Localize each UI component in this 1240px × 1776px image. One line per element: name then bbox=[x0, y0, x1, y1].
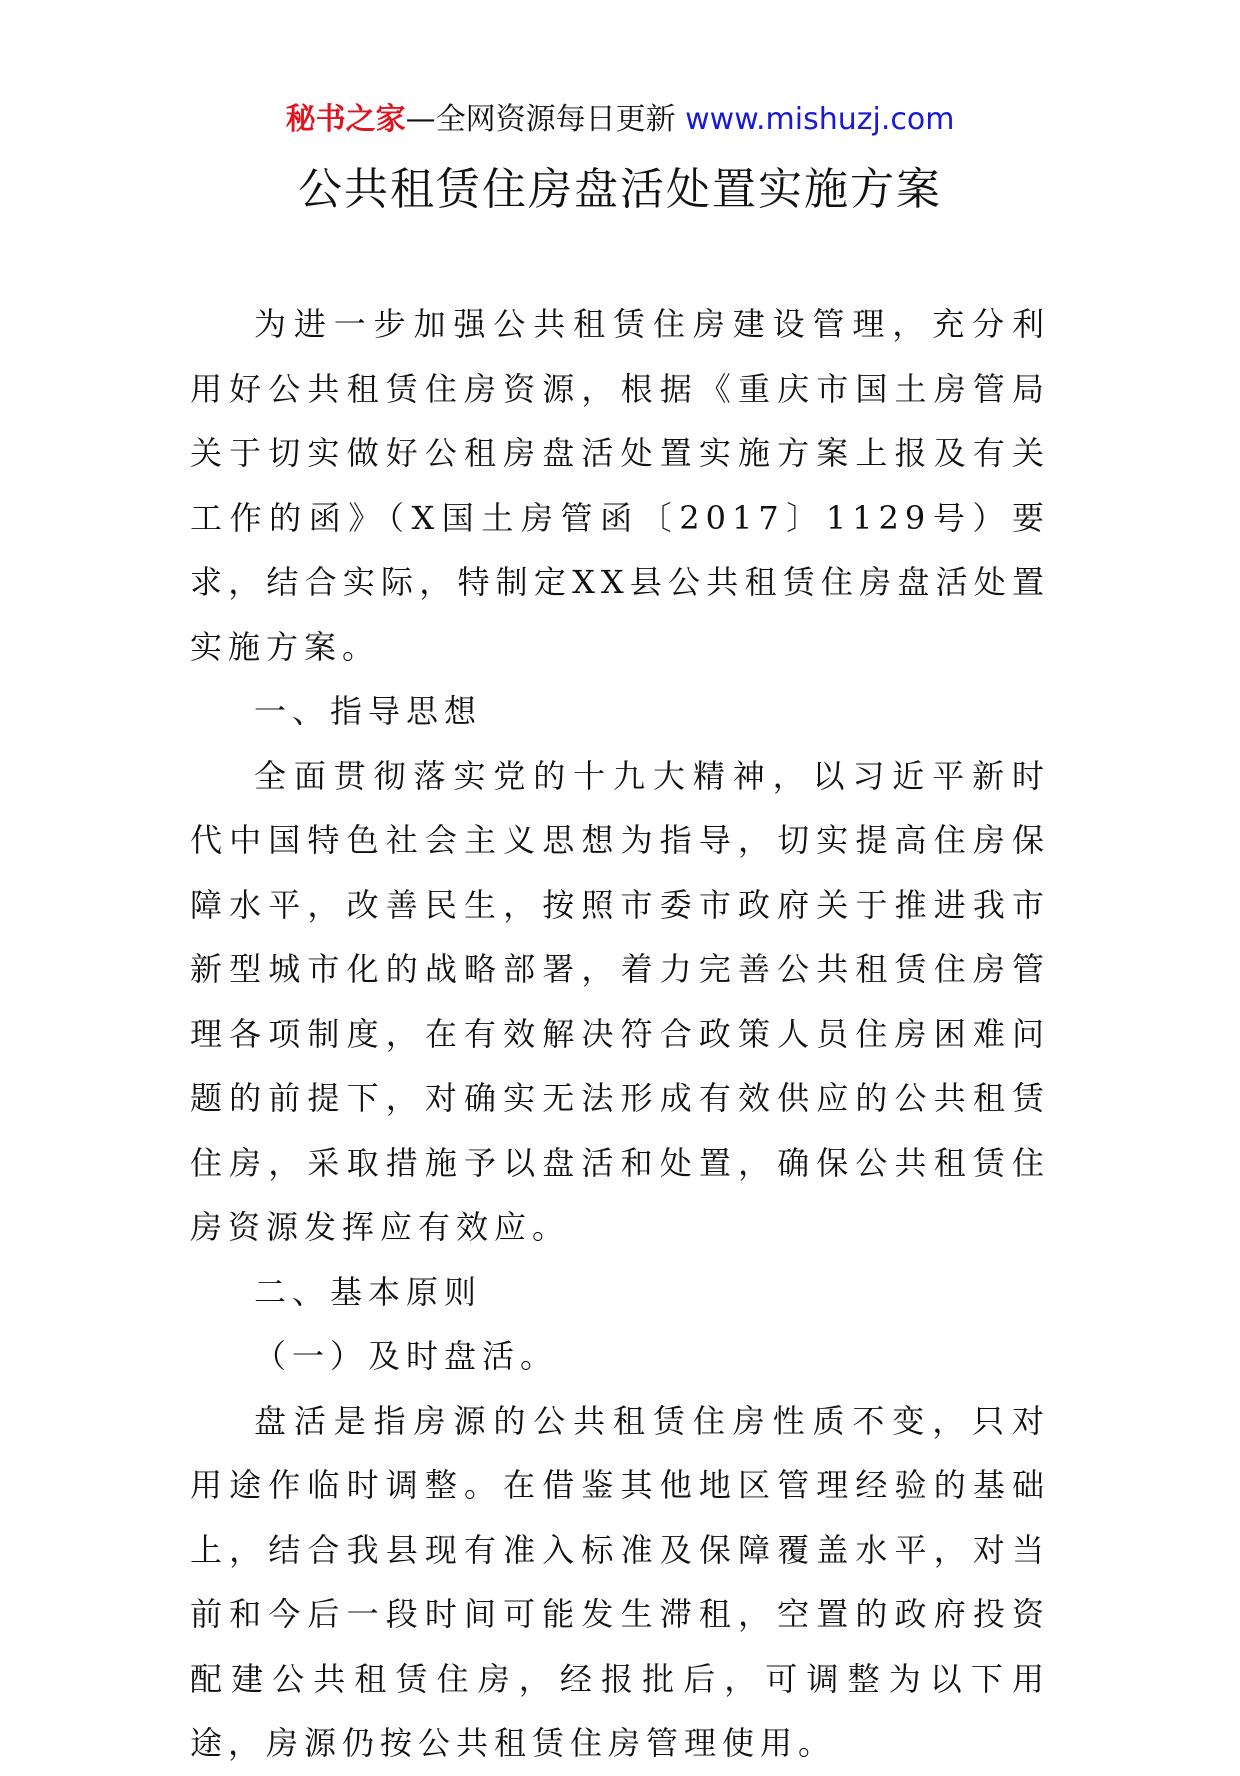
document-body bbox=[190, 292, 1050, 1776]
site-header bbox=[0, 100, 1240, 140]
intro-paragraph: 为进一步加强公共租赁住房建设管理，充分利用好公共租赁住房资源，根据《重庆市国土房管局关于切实做好公租房盘活处置实施方案上报及有关工作的函》（X国土房管函〔2017〕1129号）要求，结合实际，特制定XX县公共租赁住房盘活处置实施方案。 bbox=[190, 305, 1050, 666]
header-tagline: —全网资源每日更新 bbox=[405, 102, 676, 137]
brand-name: 秘书之家 bbox=[285, 102, 406, 137]
site-url-link[interactable]: www.mishuzj.com bbox=[685, 102, 955, 137]
document-title: 公共租赁住房盘活处置实施方案 bbox=[298, 164, 942, 215]
revitalization-paragraph: 盘活是指房源的公共租赁住房性质不变，只对用途作临时调整。在借鉴其他地区管理经验的基础上，结合我县现有准入标准及保障覆盖水平，对当前和今后一段时间可能发生滞租，空置的政府投资配建公共租赁住房，经报批后，可调整为以下用途，房源仍按公共租赁住房管理使用。 bbox=[190, 1401, 1050, 1762]
section-heading-guiding-ideology: 一、指导思想 bbox=[254, 692, 483, 730]
subsection-heading-timely-revitalization: （一）及时盘活。 bbox=[254, 1337, 559, 1375]
guiding-ideology-paragraph: 全面贯彻落实党的十九大精神，以习近平新时代中国特色社会主义思想为指导，切实提高住房保障水平，改善民生，按照市委市政府关于推进我市新型城市化的战略部署，着力完善公共租赁住房管理各项制度，在有效解决符合政策人员住房困难问题的前提下，对确实无法形成有效供应的公共租赁住房，采取措施予以盘活和处置，确保公共租赁住房资源发挥应有效应。 bbox=[190, 756, 1050, 1246]
section-heading-basic-principles: 二、基本原则 bbox=[254, 1272, 483, 1311]
